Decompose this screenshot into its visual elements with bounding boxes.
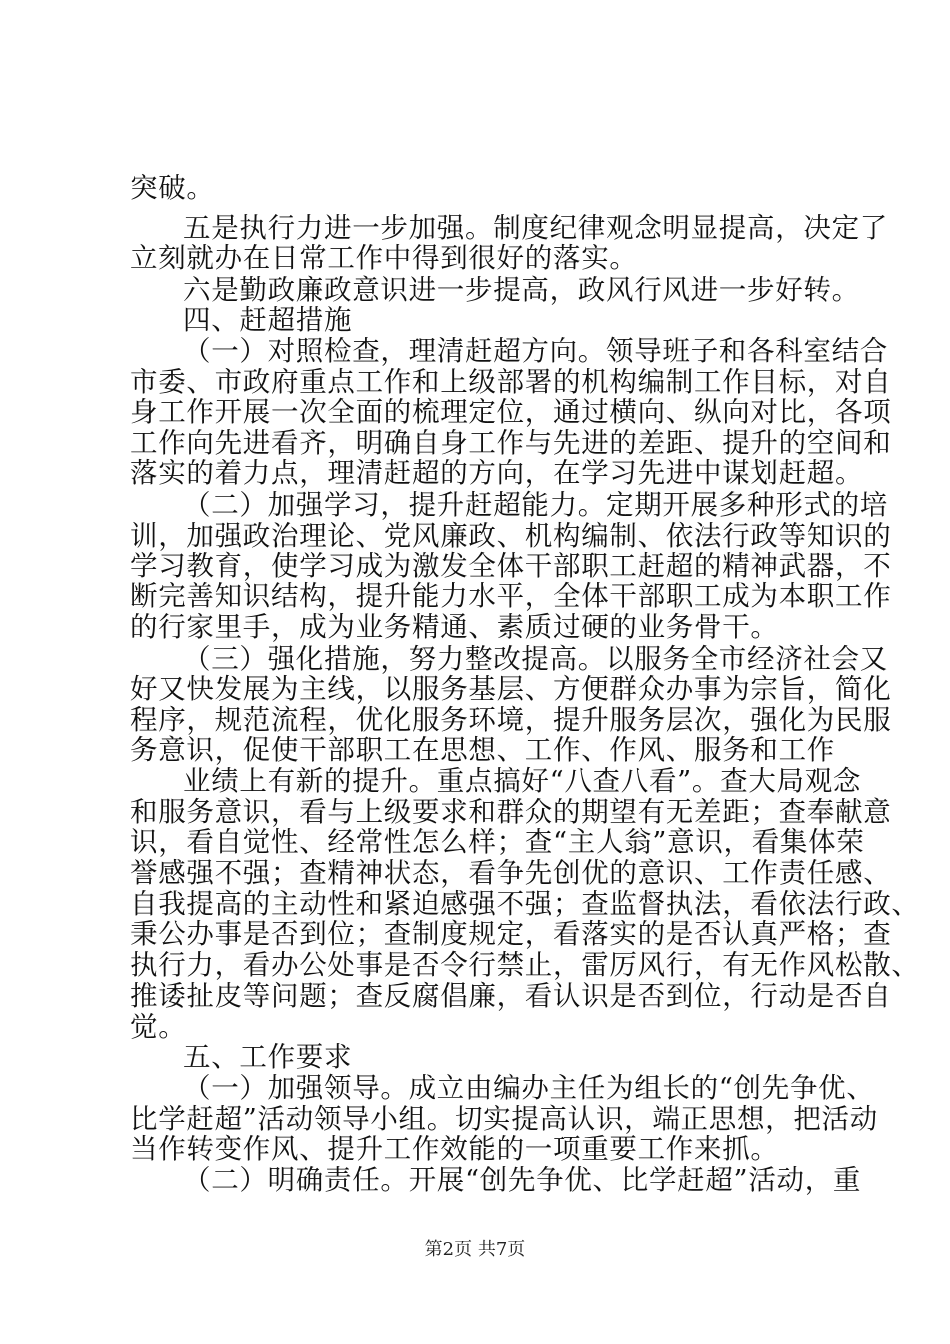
text-line: 市委、市政府重点工作和上级部署的机构编制工作目标，对自: [130, 366, 892, 398]
text-line: 当作转变作风、提升工作效能的一项重要工作来抓。: [130, 1133, 779, 1165]
text-line: （一）对照检查，理清赶超方向。领导班子和各科室结合: [183, 335, 888, 367]
text-line: （二）加强学习，提升赶超能力。定期开展多种形式的培: [183, 489, 888, 521]
text-line: 和服务意识，看与上级要求和群众的期望有无差距；查奉献意: [130, 796, 892, 828]
section-heading: 五、工作要求: [183, 1041, 353, 1073]
text-line: 六是勤政廉政意识进一步提高，政风行风进一步好转。: [183, 274, 860, 306]
text-line: 好又快发展为主线，以服务基层、方便群众办事为宗旨，简化: [130, 673, 892, 705]
text-line: 立刻就办在日常工作中得到很好的落实。: [130, 242, 638, 274]
text-line: 誉感强不强；查精神状态，看争先创优的意识、工作责任感、: [130, 857, 892, 889]
text-line: 务意识，促使干部职工在思想、工作、作风、服务和工作: [130, 734, 835, 766]
text-line: 执行力，看办公处事是否令行禁止，雷厉风行，有无作风松散、: [130, 949, 920, 981]
text-line: 工作向先进看齐，明确自身工作与先进的差距、提升的空间和: [130, 427, 892, 459]
text-line: 训，加强政治理论、党风廉政、机构编制、依法行政等知识的: [130, 520, 892, 552]
text-line: 秉公办事是否到位；查制度规定，看落实的是否认真严格；查: [130, 918, 892, 950]
text-line: 程序，规范流程，优化服务环境，提升服务层次，强化为民服: [130, 704, 892, 736]
text-line: 业绩上有新的提升。重点搞好“八查八看”。查大局观念: [183, 765, 862, 797]
text-line: 比学赶超”活动领导小组。切实提高认识，端正思想，把活动: [130, 1103, 878, 1135]
section-heading: 四、赶超措施: [183, 304, 353, 336]
text-line: 五是执行力进一步加强。制度纪律观念明显提高，决定了: [183, 212, 888, 244]
text-line: 学习教育，使学习成为激发全体干部职工赶超的精神武器，不: [130, 550, 892, 582]
text-line: 识，看自觉性、经常性怎么样；查“主人翁”意识，看集体荣: [130, 826, 865, 858]
page-number: 第2页 共7页: [424, 1239, 526, 1260]
text-line: 觉。: [130, 1011, 187, 1043]
text-line: （三）强化措施，努力整改提高。以服务全市经济社会又: [183, 643, 888, 675]
text-line: 身工作开展一次全面的梳理定位，通过横向、纵向对比，各项: [130, 396, 892, 428]
text-line: 突破。: [130, 172, 215, 204]
text-line: 的行家里手，成为业务精通、素质过硬的业务骨干。: [130, 611, 779, 643]
text-line: 自我提高的主动性和紧迫感强不强；查监督执法，看依法行政、: [130, 888, 920, 920]
text-line: 断完善知识结构，提升能力水平，全体干部职工成为本职工作: [130, 580, 892, 612]
text-line: （一）加强领导。成立由编办主任为组长的“创先争优、: [183, 1072, 875, 1104]
text-line: （二）明确责任。开展“创先争优、比学赶超”活动，重: [183, 1164, 862, 1196]
text-line: 落实的着力点，理清赶超的方向，在学习先进中谋划赶超。: [130, 457, 864, 489]
text-line: 推诿扯皮等问题；查反腐倡廉，看认识是否到位，行动是否自: [130, 980, 892, 1012]
